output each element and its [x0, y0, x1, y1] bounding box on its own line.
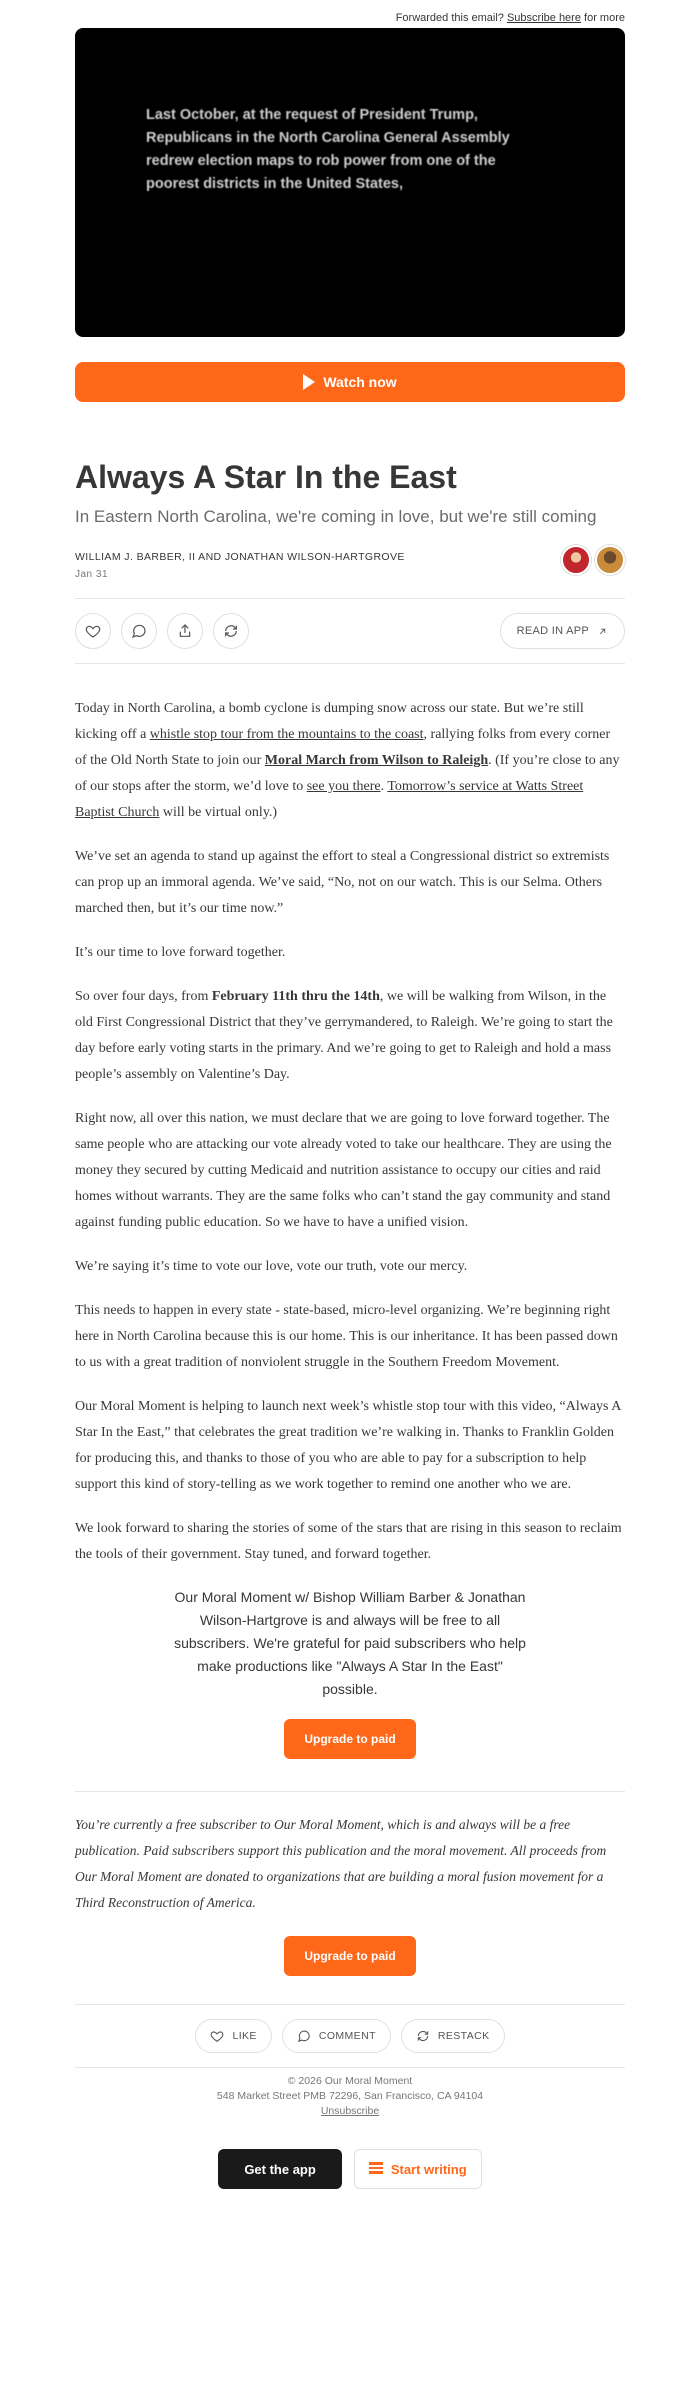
comment-icon [297, 2029, 311, 2043]
divider [75, 1791, 625, 1792]
upgrade-to-paid-button[interactable]: Upgrade to paid [284, 1719, 415, 1759]
comment-icon [131, 623, 147, 639]
get-the-app-button[interactable]: Get the app [218, 2149, 342, 2189]
footer [75, 2074, 625, 2119]
cta-text: Our Moral Moment w/ Bishop William Barber & Jonathan Wilson-Hartgrove is and always will be free to all subscribers. We're grateful for paid subscribers who help make productions like "Always A Star In the East" possible. [174, 1589, 526, 1697]
text-span: So over four days, from [75, 989, 212, 1004]
forwarded-text: Forwarded this email? [395, 12, 504, 24]
text-span: . (If you’re close to any of our stops after the storm, we’d love to [75, 753, 620, 794]
watch-now-button[interactable] [75, 362, 625, 402]
watch-now-label: Watch now [323, 374, 397, 390]
like-pill-button[interactable] [195, 2019, 271, 2053]
subscribe-link[interactable]: Subscribe here [506, 12, 581, 24]
app-buttons [75, 2149, 625, 2189]
paragraph: This needs to happen in every state - state-based, micro-level organizing. We’re beginning right here in North Carolina because this is our home. This is our inheritance. It has been passed down to us with a great tradition of nonviolent struggle in the Southern Freedom Movement. [75, 1303, 618, 1370]
address: 548 Market Street PMB 72296, San Francisco, CA 94104 [216, 2090, 484, 2102]
arrow-up-right-icon [597, 626, 608, 637]
comment-pill-button[interactable] [282, 2019, 391, 2053]
whistle-stop-link[interactable]: whistle stop tour from the mountains to the coast [149, 727, 424, 742]
video-caption: Last October, at the request of President Trump, Republicans in the North Carolina General Assembly redrew election maps to rob power from one of the poorest districts in the United States, [146, 107, 510, 192]
subscribe-cta [75, 1586, 625, 1759]
read-in-app-button[interactable] [500, 613, 625, 649]
see-you-there-link[interactable]: see you there [306, 779, 381, 794]
for-more-text: for more [584, 12, 625, 24]
author-avatars [561, 545, 625, 575]
share-icon [177, 623, 193, 639]
video-player[interactable] [75, 28, 625, 337]
text-span: . [380, 779, 388, 794]
divider [75, 663, 625, 664]
engagement-bar [75, 2005, 625, 2067]
paragraph: We look forward to sharing the stories of some of the stars that are rising in this season to reclaim the tools of their government. Stay tuned, and forward together. [75, 1521, 622, 1562]
comment-button[interactable] [121, 613, 157, 649]
paragraph: We’ve set an agenda to stand up against the effort to steal a Congressional district so extremists can prop up an immoral agenda. We’ve said, “No, not on our watch. This is our Selma. Others marched then, but it’s our time now.” [75, 849, 610, 916]
like-button[interactable] [75, 613, 111, 649]
read-in-app-label: READ IN APP [516, 625, 589, 637]
like-label: LIKE [232, 2030, 257, 2042]
post-actions [75, 599, 625, 663]
text-span: , we will be walking from Wilson, in the old First Congressional District that they’ve gerrymandered, to Raleigh. We’re going to start the day before early voting starts in the primary. And we’re going to get to Raleigh and hold a mass people’s assembly on Valentine’s Day. [75, 989, 613, 1082]
avatar[interactable] [595, 545, 625, 575]
unsubscribe-link[interactable]: Unsubscribe [320, 2105, 380, 2117]
byline [75, 545, 625, 580]
post-subtitle: In Eastern North Carolina, we're coming in love, but we're still coming [75, 507, 597, 526]
text-span: Today in North Carolina, a bomb cyclone is dumping snow across our state. But we’re still kicking off a [75, 701, 584, 742]
play-icon [303, 374, 315, 390]
share-button[interactable] [167, 613, 203, 649]
post-body [75, 696, 625, 1568]
note-cta [75, 1936, 625, 1976]
post-title[interactable]: Always A Star In the East [75, 459, 457, 495]
paragraph [75, 984, 625, 1088]
restack-icon [416, 2029, 430, 2043]
forwarded-banner [75, 0, 625, 28]
start-writing-button[interactable] [354, 2149, 482, 2189]
paragraph: Right now, all over this nation, we must declare that we are going to love forward together. The same people who are attacking our vote already voted to take our healthcare. They are using the money they secured by cutting Medicaid and nutrition assistance to occupy our cities and raid homes without warrants. They are the same folks who can’t stand the gay community and stand against funding public education. So we have to have a unified vision. [75, 1111, 612, 1230]
restack-pill-button[interactable] [401, 2019, 505, 2053]
moral-march-link[interactable]: Moral March from Wilson to Raleigh [264, 753, 489, 768]
restack-icon [223, 623, 239, 639]
heart-icon [210, 2029, 224, 2043]
comment-label: COMMENT [318, 2030, 376, 2042]
copyright: © 2026 Our Moral Moment [287, 2075, 413, 2087]
substack-icon [369, 2162, 383, 2176]
post-date: Jan 31 [75, 569, 109, 580]
start-writing-label: Start writing [390, 2161, 467, 2177]
restack-label: RESTACK [437, 2030, 490, 2042]
free-subscriber-note: You’re currently a free subscriber to Our Moral Moment, which is and always will be a free publication. Paid subscribers support this publication and the moral movement. All proceeds from Our Moral Moment are donated to organizations that are building a moral fusion movement for a Third Reconstruction of America. [75, 1817, 607, 1910]
heart-icon [85, 623, 101, 639]
bold-dates: February 11th thru the 14th [211, 989, 380, 1004]
divider [75, 2067, 625, 2068]
paragraph: It’s our time to love forward together. [75, 945, 286, 960]
email-container [75, 0, 625, 2189]
text-span: , rallying folks from every corner of the Old North State to join our [75, 727, 611, 768]
post-authors[interactable]: WILLIAM J. BARBER, II AND JONATHAN WILSON-HARTGROVE [75, 551, 405, 563]
paragraph: Our Moral Moment is helping to launch next week’s whistle stop tour with this video, “Always A Star In the East,” that celebrates the great tradition we’re walking in. Thanks to Franklin Golden for producing this, and thanks to those of you who are able to pay for a subscription to help support this kind of story-telling as we work together to remind one another who we are. [75, 1399, 621, 1492]
paragraph: We’re saying it’s time to vote our love, vote our truth, vote our mercy. [75, 1259, 468, 1274]
avatar[interactable] [561, 545, 591, 575]
paragraph [75, 696, 625, 826]
watts-street-link[interactable]: Tomorrow’s service at Watts Street Baptist Church [75, 779, 584, 820]
restack-button[interactable] [213, 613, 249, 649]
text-span: will be virtual only.) [159, 805, 278, 820]
upgrade-to-paid-button[interactable]: Upgrade to paid [284, 1936, 415, 1976]
